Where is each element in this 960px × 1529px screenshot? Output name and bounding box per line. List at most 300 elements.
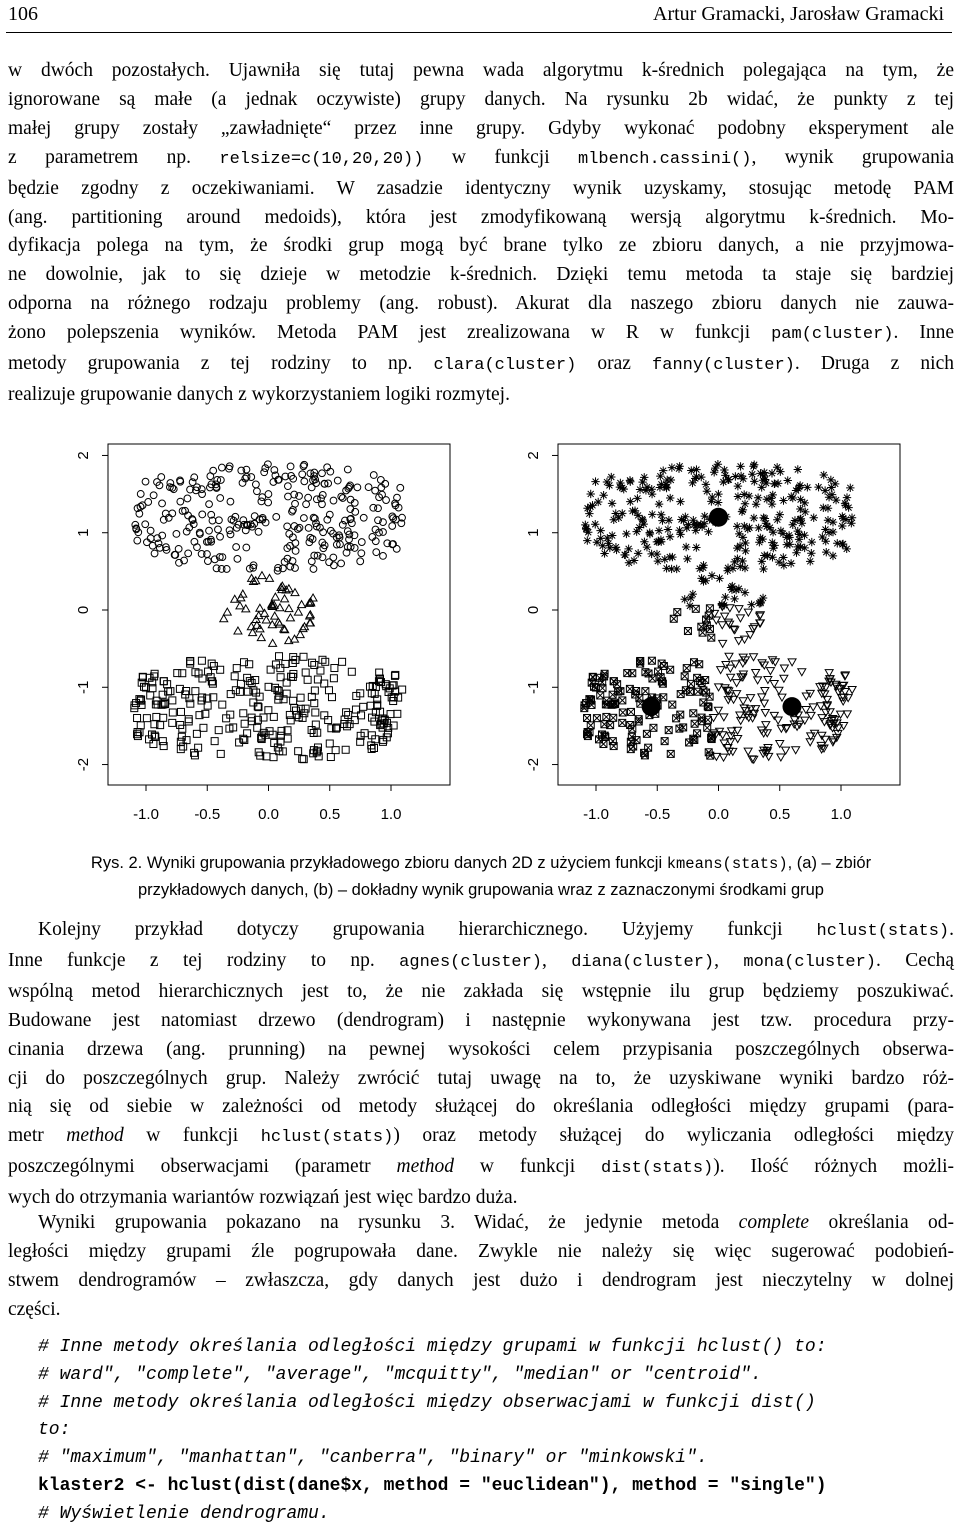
circle-point (261, 469, 268, 476)
down-triangle-point (776, 741, 784, 748)
text-run: Kolejny przykład dotyczy grupowania hierarchicznego. Użyjemy funkcji (38, 919, 817, 940)
star-point (741, 500, 749, 508)
caption-code: kmeans(stats) (666, 855, 788, 873)
circle-point (372, 487, 379, 494)
square-point (344, 723, 351, 730)
text-line (8, 381, 954, 410)
square-point (179, 670, 186, 677)
star-point (732, 586, 740, 594)
text-line (8, 916, 954, 947)
square-point (300, 756, 307, 763)
text-run: będzie zgodny z oczekiwaniami. W zasadzie identyczny wynik uzyskamy, stosując metodę PAM (8, 177, 954, 199)
inline-code: hclust(stats) (816, 922, 950, 941)
text-run: nią się od siebie w zależności od metody służącej do określania odległości między grupami (para- (8, 1096, 954, 1118)
cluster-center (709, 508, 728, 527)
page-number: 106 (8, 3, 38, 25)
down-triangle-point (809, 704, 817, 711)
triangle-point (271, 593, 279, 600)
circle-point (142, 478, 149, 485)
circle-point (273, 513, 280, 520)
square-point (187, 658, 194, 665)
square-point (195, 744, 202, 751)
star-point (733, 522, 741, 530)
text-line (8, 144, 954, 175)
star-point (622, 530, 630, 538)
text-line (8, 1093, 954, 1122)
down-triangle-point (718, 622, 726, 629)
star-point (794, 527, 802, 535)
star-point (620, 551, 628, 559)
square-point (339, 658, 346, 665)
star-point (626, 476, 634, 484)
star-point (688, 479, 696, 487)
star-point (785, 533, 793, 541)
square-point (291, 705, 298, 712)
star-point (760, 468, 768, 476)
star-point (668, 463, 676, 471)
star-point (591, 477, 599, 485)
square-point (319, 656, 326, 663)
paragraph-hierarchical (8, 916, 954, 1213)
square-point (160, 714, 167, 721)
star-point (626, 497, 634, 505)
star-point (608, 499, 616, 507)
text-run: , wynik grupowania (751, 146, 954, 168)
y-tick-label: -2 (525, 757, 542, 772)
crossed-square-point-cross (684, 628, 691, 635)
star-point (780, 561, 788, 569)
circle-point (299, 471, 306, 478)
crossed-square-point-cross (696, 661, 703, 668)
text-run: w funkcji (123, 1125, 261, 1147)
circle-point (358, 550, 365, 557)
down-triangle-point (770, 681, 778, 688)
circle-point (142, 521, 149, 528)
crossed-square-point-cross (690, 710, 697, 717)
circle-point (217, 495, 224, 502)
circle-point (357, 558, 364, 565)
circle-point (265, 499, 272, 506)
square-point (299, 755, 306, 762)
down-triangle-point (719, 640, 727, 647)
star-point (773, 515, 781, 523)
down-triangle-point (744, 609, 752, 616)
star-point (838, 522, 846, 530)
crossed-square-point-cross (708, 634, 715, 641)
star-point (801, 499, 809, 507)
crossed-square-point-cross (619, 709, 626, 716)
star-point (591, 520, 599, 528)
inline-code: dist(stats) (601, 1159, 714, 1179)
star-point (759, 565, 767, 573)
star-point (697, 574, 705, 582)
inline-code: mona(cluster) (743, 952, 877, 972)
star-point (843, 493, 851, 501)
square-point (325, 687, 332, 694)
square-point (326, 740, 333, 747)
square-point (254, 724, 261, 731)
star-point (844, 503, 852, 511)
code-statement: klaster2 <- hclust(dist(dane$x, method = "euclidean"), method = "single") (38, 1475, 827, 1496)
circle-point (258, 498, 265, 505)
y-tick-label: 2 (75, 451, 92, 460)
star-point (741, 564, 749, 572)
inline-code: clara(cluster) (433, 356, 577, 376)
star-point (676, 530, 684, 538)
star-point (707, 497, 715, 505)
text-line (8, 1238, 954, 1267)
star-point (787, 559, 795, 567)
down-triangle-point (739, 698, 747, 705)
circle-point (251, 513, 258, 520)
star-point (733, 554, 741, 562)
code-comment: # ward", "complete", "average", "mcquitty", "median" or "centroid". (38, 1364, 762, 1385)
square-point (267, 666, 274, 673)
square-point (211, 738, 218, 745)
circle-point (175, 545, 182, 552)
text-run: Budowane jest natomiast drzewo (dendrogram) i następnie wykonywana jest tzw. procedura przy- (8, 1009, 954, 1031)
square-point (177, 746, 184, 753)
star-point (662, 483, 670, 491)
square-point (297, 694, 304, 701)
triangle-point (223, 608, 231, 615)
x-tick-label: 0.5 (319, 806, 341, 823)
star-point (689, 590, 697, 598)
circle-point (370, 504, 377, 511)
circle-point (358, 539, 365, 546)
star-point (741, 539, 749, 547)
text-run: metody grupowania z tej rodziny to np. (8, 353, 434, 375)
y-tick-label: -1 (525, 680, 542, 694)
star-point (741, 547, 749, 555)
down-triangle-point (780, 665, 788, 672)
circle-point (308, 484, 315, 491)
star-point (750, 461, 758, 469)
crossed-square-point-cross (704, 724, 711, 731)
star-point (736, 462, 744, 470)
crossed-square-point-cross (691, 720, 698, 727)
square-point (187, 660, 194, 667)
star-point (666, 494, 674, 502)
star-point (666, 533, 674, 541)
triangle-point (256, 604, 264, 611)
y-tick-label: -1 (75, 680, 92, 694)
code-comment: # "maximum", "manhattan", "canberra", "binary" or "minkowski". (38, 1448, 708, 1469)
star-point (779, 496, 787, 504)
circle-point (218, 566, 225, 573)
circle-point (185, 550, 192, 557)
triangle-point (269, 639, 277, 646)
text-line (8, 115, 954, 144)
star-point (828, 490, 836, 498)
square-point (300, 653, 307, 660)
inline-code: hclust(stats) (260, 1128, 394, 1148)
text-run: Wyniki grupowania pokazano na rysunku 3. Widać, że jedynie metoda (38, 1212, 739, 1233)
circle-point (330, 562, 337, 569)
code-comment: to: (38, 1420, 71, 1441)
page-header (6, 0, 952, 33)
star-point (624, 545, 632, 553)
star-point (797, 515, 805, 523)
circle-point (394, 494, 401, 501)
star-point (847, 519, 855, 527)
star-point (747, 600, 755, 608)
square-point (131, 705, 138, 712)
crossed-square-point-cross (584, 715, 591, 722)
star-point (740, 522, 748, 530)
star-point (757, 483, 765, 491)
inline-code: fanny(cluster) (652, 356, 795, 376)
square-point (169, 709, 176, 716)
circle-point (287, 463, 294, 470)
star-point (676, 497, 684, 505)
crossed-square-point-cross (619, 697, 626, 704)
triangle-point (257, 634, 265, 641)
circle-point (147, 527, 154, 534)
circle-point (291, 491, 298, 498)
circle-point (207, 473, 214, 480)
crossed-square-point-cross (690, 659, 697, 666)
text-run: metr (8, 1125, 67, 1147)
square-point (240, 659, 247, 666)
circle-point (169, 510, 176, 517)
circle-point (149, 542, 156, 549)
circle-point (215, 526, 222, 533)
text-run: części. (8, 1298, 61, 1320)
down-triangle-point (752, 669, 760, 676)
square-point (134, 715, 141, 722)
square-point (282, 660, 289, 667)
star-point (749, 462, 757, 470)
y-tick-label: 2 (525, 451, 542, 460)
star-point (770, 541, 778, 549)
star-point (634, 549, 642, 557)
star-point (803, 483, 811, 491)
code-comment: # Inne metody określania odległości między grupami w funkcji hclust() to: (38, 1337, 827, 1357)
star-point (768, 500, 776, 508)
star-point (643, 543, 651, 551)
y-tick-label: 1 (525, 528, 542, 537)
down-triangle-point (766, 668, 774, 675)
star-point (628, 507, 636, 515)
star-point (838, 540, 846, 548)
text-line (8, 1065, 954, 1094)
square-point (215, 727, 222, 734)
text-run: realizuje grupowanie danych z wykorzystaniem logiki rozmytej. (8, 383, 510, 405)
triangle-point (262, 616, 270, 623)
circle-point (360, 514, 367, 521)
square-point (241, 720, 248, 727)
star-point (720, 466, 728, 474)
text-line (8, 232, 954, 261)
star-point (667, 476, 675, 484)
square-point (185, 716, 192, 723)
star-point (582, 525, 590, 533)
text-run: cinania drzewa (ang. prunning) na pewnej wysokości celem przypisania poszczególnych obserwa- (8, 1038, 954, 1060)
crossed-square-point-cross (661, 738, 668, 745)
circle-point (354, 484, 361, 491)
star-point (846, 484, 854, 492)
down-triangle-point (747, 695, 755, 702)
down-triangle-point (802, 693, 810, 700)
star-point (784, 476, 792, 484)
crossed-square-point-cross (648, 657, 655, 664)
circle-point (217, 533, 224, 540)
square-point (217, 750, 224, 757)
square-point (265, 707, 272, 714)
x-tick-label: 0.5 (769, 806, 791, 823)
star-point (729, 564, 737, 572)
square-point (290, 697, 297, 704)
star-point (734, 482, 742, 490)
star-point (599, 542, 607, 550)
triangle-point (234, 627, 242, 634)
square-point (360, 703, 367, 710)
square-point (312, 709, 319, 716)
circle-point (305, 525, 312, 532)
text-run: wych do otrzymania wariantów rozwiązań jest więc bardzo duża. (8, 1187, 518, 1209)
star-point (750, 514, 758, 522)
star-point (822, 548, 830, 556)
star-point (655, 526, 663, 534)
star-point (768, 469, 776, 477)
circle-point (334, 477, 341, 484)
circle-point (147, 535, 154, 542)
caption-text: Rys. 2. Wyniki grupowania przykładowego zbioru danych 2D z użyciem funkcji (90, 854, 667, 872)
square-point (134, 729, 141, 736)
circle-point (150, 492, 157, 499)
star-point (737, 472, 745, 480)
crossed-square-point-cross (665, 727, 672, 734)
star-point (720, 601, 728, 609)
star-point (636, 485, 644, 493)
square-point (270, 713, 277, 720)
down-triangle-point (764, 676, 772, 683)
inline-code: agnes(cluster) (399, 952, 542, 972)
star-point (646, 528, 654, 536)
circle-point (301, 478, 308, 485)
text-run: małej grupy zostały „zawładnięte“ przez inne grupy. Gdyby wykonać podobny eksperyment ale (8, 117, 954, 139)
cluster-center (783, 697, 802, 716)
down-triangle-point (777, 754, 785, 761)
text-run: poszczególnymi obserwacjami (parametr (8, 1156, 397, 1178)
star-point (698, 522, 706, 530)
text-run: ne dowolnie, jak to się dzieje w metodzie k-średnich. Dzięki temu metoda ta staje się bardziej (8, 264, 954, 286)
circle-point (227, 498, 234, 505)
text-run: complete (738, 1212, 810, 1233)
star-point (704, 528, 712, 536)
circle-point (338, 560, 345, 567)
text-run: ległości między grupami źle pogrupowała dane. Zwykle nie należy się więc sugerować podobień- (8, 1240, 954, 1262)
text-line (8, 1007, 954, 1036)
scatter-plot-b (510, 430, 950, 825)
text-run: method (66, 1125, 124, 1147)
circle-point (137, 491, 144, 498)
code-listing (38, 1334, 958, 1529)
text-line (8, 1153, 954, 1184)
star-point (594, 498, 602, 506)
star-point (754, 524, 762, 532)
down-triangle-point (754, 677, 762, 684)
star-point (807, 549, 815, 557)
circle-point (265, 491, 272, 498)
triangle-point (258, 572, 266, 579)
circle-point (243, 544, 250, 551)
paragraph-kmeans-discussion (8, 57, 954, 410)
crossed-square-point-cross (609, 738, 616, 745)
star-point (733, 544, 741, 552)
triangle-point (286, 614, 294, 621)
crossed-square-point-cross (683, 665, 690, 672)
star-point (796, 481, 804, 489)
triangle-point (271, 612, 279, 619)
star-point (752, 500, 760, 508)
text-run: ignorowane są małe (a jednak oczywiste) grupy danych. Na rysunku 2b widać, że punkty z tej (8, 88, 954, 110)
inline-code: diana(cluster) (571, 952, 715, 972)
circle-point (206, 527, 213, 534)
circle-point (296, 493, 303, 500)
circle-point (305, 494, 312, 501)
crossed-square-point-cross (669, 701, 676, 708)
down-triangle-point (731, 661, 739, 668)
figure-caption (8, 850, 954, 903)
square-point (309, 659, 316, 666)
triangle-point (294, 608, 302, 615)
star-point (741, 588, 749, 596)
crossed-square-point-cross (627, 708, 634, 715)
square-point (153, 713, 160, 720)
circle-point (173, 530, 180, 537)
y-tick-label: -2 (75, 757, 92, 772)
circle-point (254, 488, 261, 495)
square-point (328, 694, 335, 701)
star-point (708, 571, 716, 579)
y-tick-label: 0 (525, 605, 542, 615)
square-point (236, 688, 243, 695)
text-run: Inne funkcje z tej rodziny to np. (8, 949, 400, 971)
star-point (702, 480, 710, 488)
down-triangle-point (744, 748, 752, 755)
text-line (8, 57, 954, 86)
star-point (810, 514, 818, 522)
circle-point (292, 540, 299, 547)
caption-text-end: , (a) – zbiór (787, 854, 872, 872)
down-triangle-point (775, 687, 783, 694)
text-run: method (396, 1156, 454, 1178)
text-run: ). Ilość różnych możli- (713, 1156, 954, 1178)
text-run: wspólną metod hierarchicznych jest to, że nie zakłada się wstępnie ilu grup będziemy poszukiwać. (8, 980, 954, 1002)
down-triangle-point (848, 687, 856, 694)
crossed-square-point-cross (619, 719, 626, 726)
points-layer (131, 461, 406, 763)
down-triangle-point (733, 680, 741, 687)
down-triangle-point (717, 667, 725, 674)
crossed-square-point-cross (642, 688, 649, 695)
text-line (8, 175, 954, 204)
circle-point (184, 495, 191, 502)
star-point (792, 549, 800, 557)
text-line (8, 86, 954, 115)
caption-line-2: przykładowych danych, (b) – dokładny wynik grupowania wraz z zaznaczonymi środkami grup (138, 881, 824, 899)
circle-point (206, 501, 213, 508)
star-point (832, 496, 840, 504)
text-run: . (949, 919, 954, 940)
star-point (750, 477, 758, 485)
circle-point (252, 481, 259, 488)
star-point (748, 470, 756, 478)
star-point (795, 535, 803, 543)
code-comment: # Wyświetlenie dendrogramu. (38, 1503, 330, 1524)
